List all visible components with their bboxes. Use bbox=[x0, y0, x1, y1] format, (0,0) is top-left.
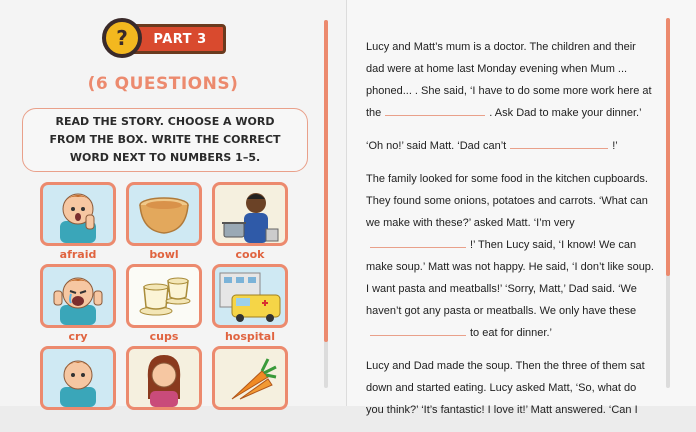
answer-gap-3[interactable] bbox=[370, 238, 466, 248]
word-card-9[interactable] bbox=[212, 346, 288, 412]
word-label: afraid bbox=[59, 248, 97, 261]
word-card-7[interactable] bbox=[40, 346, 116, 412]
cook-icon bbox=[212, 182, 288, 246]
story-text bbox=[366, 36, 656, 432]
story-text-segment: The family looked for some food in the kitchen cupboards. They found some onions, potatoes and carrots. ‘What can we make with these?’ asked Matt. ‘I’m very bbox=[366, 173, 648, 229]
word-label: cups bbox=[149, 330, 179, 343]
left-page bbox=[0, 0, 346, 406]
word-label: hospital bbox=[224, 330, 276, 343]
word-card-cook[interactable] bbox=[212, 182, 288, 261]
answer-gap-1[interactable] bbox=[385, 106, 485, 116]
questions-count: (6 QUESTIONS) bbox=[87, 74, 239, 94]
answer-gap-4[interactable] bbox=[370, 326, 466, 336]
boy-icon bbox=[40, 346, 116, 410]
question-mark-icon: ? bbox=[102, 18, 142, 58]
cups-icon bbox=[126, 264, 202, 328]
crying-boy-icon bbox=[40, 264, 116, 328]
afraid-boy-icon bbox=[40, 182, 116, 246]
story-text-segment: Lucy and Matt’s mum is a doctor. The children and their dad were at home last Monday evening when Mum ... phoned... . She said, ‘I have to do some more work here at the bbox=[366, 41, 652, 119]
part-title: PART 3 bbox=[120, 24, 226, 54]
left-scrollbar-thumb[interactable] bbox=[324, 20, 328, 342]
carrot-icon bbox=[212, 346, 288, 410]
story-text-segment: to eat for dinner.’ bbox=[470, 327, 552, 339]
story-paragraph-2 bbox=[366, 135, 656, 157]
right-scrollbar-thumb[interactable] bbox=[666, 18, 670, 276]
story-paragraph-4: Lucy and Dad made the soup. Then the three of them sat down and started eating. Lucy asked Matt, ‘So, what do you think?’ ‘It’s fantastic! I love it!’ Matt answered. ‘Can I bbox=[366, 360, 645, 416]
story-paragraph-3 bbox=[366, 168, 656, 344]
story-text-segment: ‘Oh no!’ said Matt. ‘Dad can’t bbox=[366, 140, 507, 152]
word-label: bowl bbox=[149, 248, 179, 261]
bowl-icon bbox=[126, 182, 202, 246]
word-label: cry bbox=[68, 330, 88, 343]
story-text-segment: !’ Then Lucy said, ‘I know! We can make soup.’ Matt was not happy. He said, ‘I don’t like soup. I want pasta and meatballs!’ ‘Sorry, Matt,’ Dad said. ‘We haven’t got any pasta or meatballs. We only have these bbox=[366, 239, 654, 317]
instruction-box bbox=[22, 108, 308, 172]
story-text-segment: !’ bbox=[612, 140, 618, 152]
word-card-bowl[interactable] bbox=[126, 182, 202, 261]
story-paragraph-1 bbox=[366, 36, 656, 124]
word-card-8[interactable] bbox=[126, 346, 202, 412]
story-text-segment: . Ask Dad to make your dinner.’ bbox=[489, 107, 642, 119]
part-banner bbox=[98, 14, 230, 62]
instruction-text: READ THE STORY. CHOOSE A WORD FROM THE BOX. WRITE THE CORRECT WORD NEXT TO NUMBERS 1–5. bbox=[49, 115, 281, 164]
answer-gap-2[interactable] bbox=[510, 139, 608, 149]
word-card-cry[interactable] bbox=[40, 264, 116, 343]
hospital-icon bbox=[212, 264, 288, 328]
word-card-afraid[interactable] bbox=[40, 182, 116, 261]
word-card-cups[interactable] bbox=[126, 264, 202, 343]
woman-icon bbox=[126, 346, 202, 410]
word-card-hospital[interactable] bbox=[212, 264, 288, 343]
word-label: cook bbox=[235, 248, 265, 261]
